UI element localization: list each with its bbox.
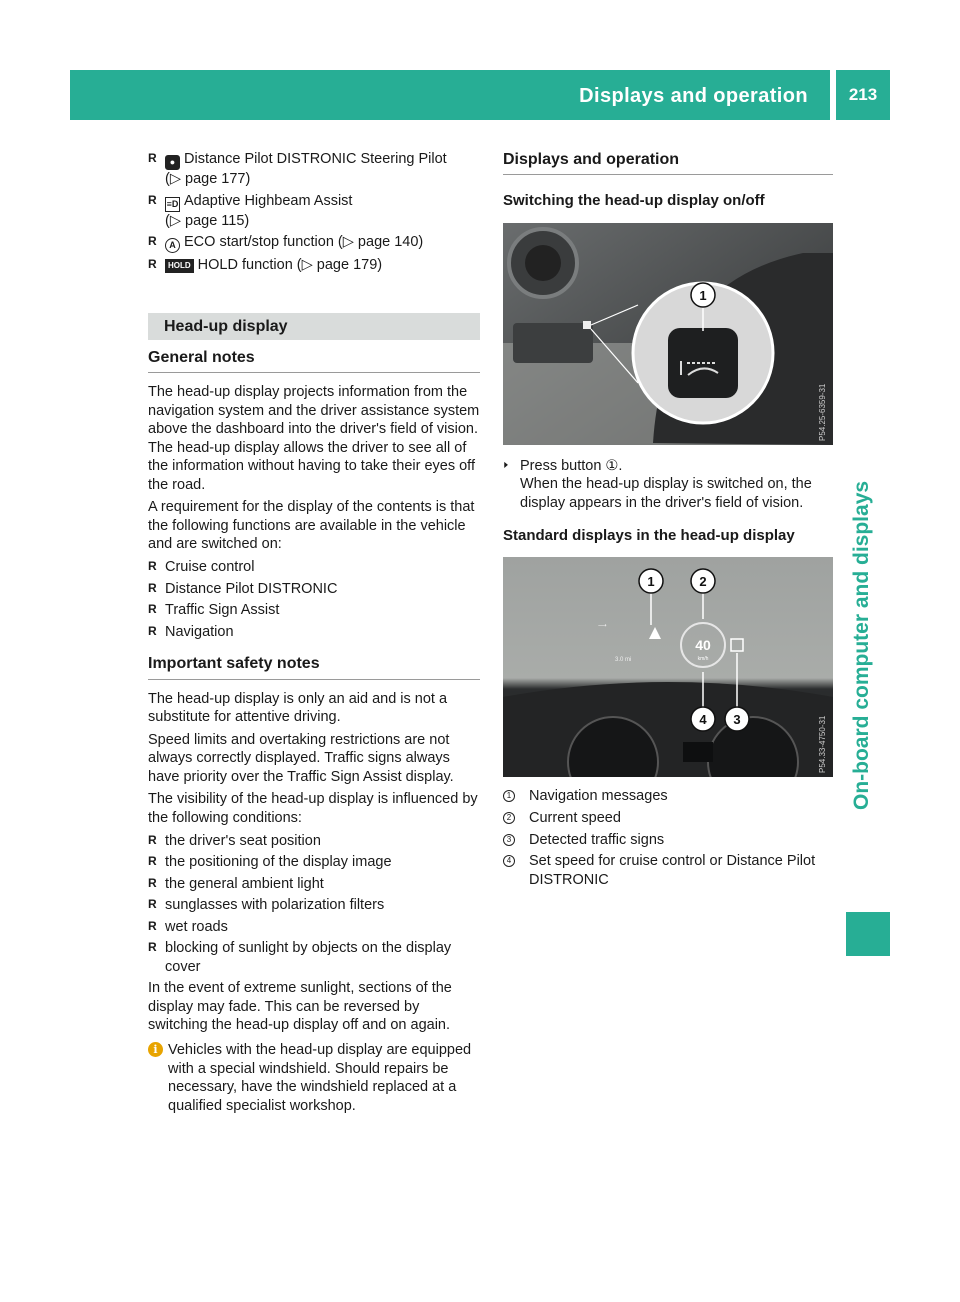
right-column xyxy=(503,150,833,892)
header-bar xyxy=(70,70,830,120)
callout-1-label: 1 xyxy=(699,287,707,303)
info-text: Vehicles with the head-up display are equipped with a special windshield. Should repairs be necessary, have the windshield replaced at a qualified specialist workshop. xyxy=(168,1041,472,1114)
hud-unit-text: km/h xyxy=(697,656,709,663)
photo-code: P54.33-4750-31 xyxy=(818,716,827,774)
callout-4-label: 4 xyxy=(699,712,707,728)
heading-general-notes: General notes xyxy=(148,348,480,373)
info-note xyxy=(148,1041,480,1115)
legend-row xyxy=(503,852,833,889)
legend-text: Detected traffic signs xyxy=(529,831,665,848)
page-reference-link[interactable]: (▷ page 177) xyxy=(165,171,251,187)
hud-speed-text: 40 xyxy=(695,637,711,654)
legend-row xyxy=(503,787,833,806)
legend-text: Navigation messages xyxy=(529,788,668,805)
photo-code: P54.25-6359-31 xyxy=(818,383,827,441)
legend-row xyxy=(503,809,833,828)
list-item: R sunglasses with polarization filters xyxy=(148,896,480,915)
list-item-text: Distance Pilot DISTRONIC Steering Pilot xyxy=(184,151,447,167)
legend-number: 1 xyxy=(503,790,515,802)
hud-display-photo xyxy=(503,557,833,777)
side-tab-label: On-board computer and displays xyxy=(850,480,873,810)
list-item: R Traffic Sign Assist xyxy=(148,601,480,620)
hold-icon: HOLD xyxy=(165,259,194,273)
left-column xyxy=(148,150,480,1115)
side-tab-marker xyxy=(846,912,890,956)
paragraph: Speed limits and overtaking restrictions are not always correctly displayed. Traffic signs always have priority over the Traffic Sign Assist display. xyxy=(148,731,454,785)
heading-safety-notes: Important safety notes xyxy=(148,654,480,679)
list-item xyxy=(148,192,480,231)
heading-displays-operation: Displays and operation xyxy=(503,150,833,175)
hud-distance-text: 3.0 mi xyxy=(615,657,632,664)
list-item: R the positioning of the display image xyxy=(148,853,480,872)
list-item: R the general ambient light xyxy=(148,875,480,894)
list-item xyxy=(148,150,480,189)
instruction-result: When the head-up display is switched on, the display appears in the driver's field of vision. xyxy=(520,476,812,511)
list-item: R Distance Pilot DISTRONIC xyxy=(148,580,480,599)
hud-illustration xyxy=(503,557,833,777)
paragraph: In the event of extreme sunlight, sections of the display may fade. This can be reversed by switching the head-up display off and on again. xyxy=(148,980,452,1034)
list-item xyxy=(148,233,480,253)
eco-start-stop-icon: A xyxy=(165,238,180,253)
instruction-text: Press button ①. xyxy=(520,457,623,474)
list-item: R wet roads xyxy=(148,918,480,937)
list-item-text: Adaptive Highbeam Assist xyxy=(184,192,353,209)
legend-row xyxy=(503,831,833,850)
page-number: 213 xyxy=(836,70,890,120)
list-item: R Navigation xyxy=(148,623,480,642)
callout-3-label: 3 xyxy=(733,712,741,728)
info-icon: i xyxy=(148,1042,163,1057)
section-banner: Head-up display xyxy=(148,313,480,340)
hud-button-small xyxy=(583,321,591,329)
steering-assist-icon: ● xyxy=(165,155,180,170)
list-item-text: ECO start/stop function (▷ page 140) xyxy=(184,234,424,251)
heading-standard-displays: Standard displays in the head-up display xyxy=(503,527,795,545)
legend-text: Current speed xyxy=(529,810,621,827)
svg-text:⟶: ⟶ xyxy=(598,623,607,630)
adaptive-highbeam-icon: ≡D xyxy=(165,197,180,212)
paragraph: A requirement for the display of the contents is that the following functions are available in the vehicle and are switched on: xyxy=(148,499,475,553)
legend-text: Set speed for cruise control or Distance Pilot DISTRONIC xyxy=(529,853,816,888)
page-section-title: Displays and operation xyxy=(579,85,808,107)
legend-number: 3 xyxy=(503,834,515,846)
paragraph: The head-up display is only an aid and is not a substitute for attentive driving. xyxy=(148,690,448,726)
callout-2-label: 2 xyxy=(699,574,707,590)
list-item: R the driver's seat position xyxy=(148,832,480,851)
legend-number: 2 xyxy=(503,812,515,824)
list-item: R blocking of sunlight by objects on the display cover xyxy=(148,939,480,976)
callout-1-label: 1 xyxy=(647,574,655,590)
legend xyxy=(503,787,833,889)
list-item-text: HOLD function (▷ page 179) xyxy=(197,257,383,274)
paragraph: The visibility of the head-up display is influenced by the following conditions: xyxy=(148,791,478,826)
steering-wheel-photo xyxy=(503,223,833,445)
page-reference-link[interactable]: (▷ page 115) xyxy=(165,212,250,229)
steering-wheel-illustration xyxy=(503,223,833,445)
heading-switching: Switching the head-up display on/off xyxy=(503,192,765,210)
paragraph: The head-up display projects information from the navigation system and the driver assistance system above the dashboard into the driver's field of vision. The head-up display allows the driver to see all of the information without having to take their eyes off the road. xyxy=(148,384,480,493)
list-item: R Cruise control xyxy=(148,558,480,577)
list-item xyxy=(148,256,480,275)
instruction-step xyxy=(503,457,833,513)
legend-number: 4 xyxy=(503,855,515,867)
